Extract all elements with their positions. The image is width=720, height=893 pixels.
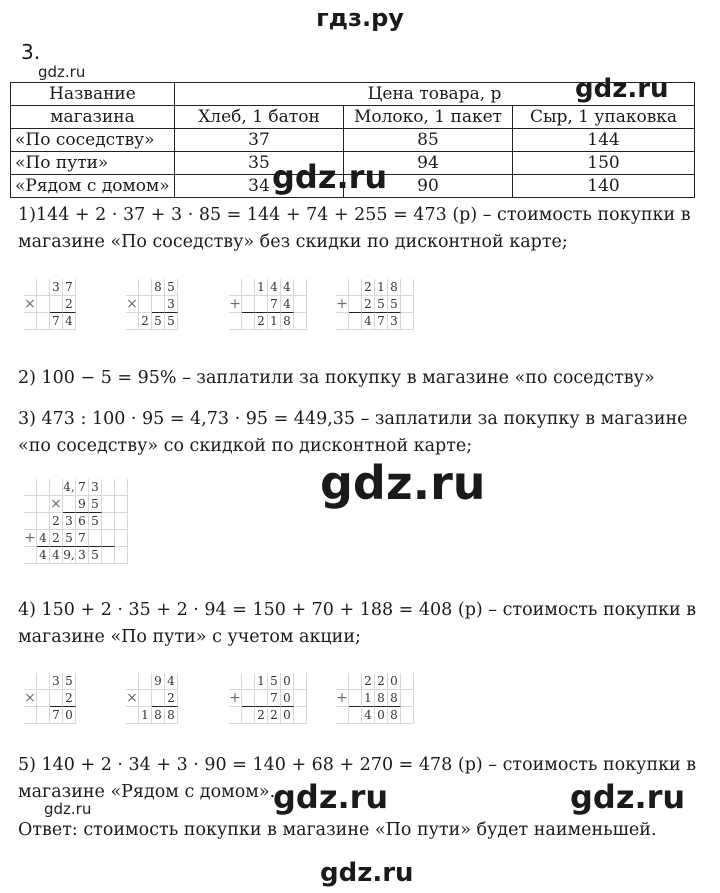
watermark: gdz.ru xyxy=(273,778,389,816)
step2-line1: 2) 100 − 5 = 95% – заплатили за покупку в магазине «по соседству» xyxy=(18,368,655,388)
calc-220+188: 2 2 0 + 1 8 8 4 0 8 xyxy=(336,673,414,724)
price-cell: 85 xyxy=(344,129,513,152)
step1-line2: магазине «По соседству» без скидки по дисконтной карте; xyxy=(18,232,568,252)
calc-85x3: 8 5 × 3 2 5 5 xyxy=(126,279,178,330)
price-cell: 144 xyxy=(513,129,695,152)
watermark: gdz.ru xyxy=(570,778,686,816)
calc-4.73x95: 4, 7 3 × 9 5 2 3 6 5 + 4 2 5 7 4 4 9, 3 5 xyxy=(24,479,128,564)
step3-line1: 3) 473 : 100 · 95 = 4,73 · 95 = 449,35 – заплатили за покупку в магазине xyxy=(18,409,688,429)
watermark-small: gdz.ru xyxy=(44,800,92,818)
watermark: gdz.ru xyxy=(320,456,486,510)
watermark: gdz.ru xyxy=(320,858,414,888)
price-cell: 37 xyxy=(175,129,344,152)
price-header: Цена товара, р xyxy=(175,83,695,106)
calc-150+70: 1 5 0 + 7 0 2 2 0 xyxy=(229,673,307,724)
price-cell: 150 xyxy=(513,152,695,175)
answer-line: Ответ: стоимость покупки в магазине «По пути» будет наименьшей. xyxy=(18,820,657,840)
calc-218+255: 2 1 8 + 2 5 5 4 7 3 xyxy=(336,279,414,330)
name-header: Название xyxy=(11,83,175,106)
step3-line2: «по соседству» со скидкой по дисконтной карте; xyxy=(18,436,473,456)
price-cell: 35 xyxy=(175,152,344,175)
calc-37x2: 3 7 × 2 7 4 xyxy=(24,279,76,330)
calc-35x2: 3 5 × 2 7 0 xyxy=(24,673,76,724)
site-header: гдз.ру xyxy=(316,4,404,32)
step4-line2: магазине «По пути» с учетом акции; xyxy=(18,627,361,647)
step5-line1: 5) 140 + 2 · 34 + 3 · 90 = 140 + 68 + 270 = 478 (р) – стоимость покупки в xyxy=(18,755,697,775)
watermark-small: gdz.ru xyxy=(38,63,86,81)
watermark: gdz.ru xyxy=(575,74,669,104)
store-name: «По пути» xyxy=(11,152,175,175)
name-header-2: магазина xyxy=(11,106,175,129)
price-cell: 34 xyxy=(175,175,344,198)
price-cell: 94 xyxy=(344,152,513,175)
store-name: «По соседству» xyxy=(11,129,175,152)
calc-94x2: 9 4 × 2 1 8 8 xyxy=(126,673,178,724)
step5-line2: магазине «Рядом с домом». xyxy=(18,782,276,802)
calc-144+74: 1 4 4 + 7 4 2 1 8 xyxy=(229,279,307,330)
price-cell: 140 xyxy=(513,175,695,198)
column-header: Сыр, 1 упаковка xyxy=(513,106,695,129)
column-header: Хлеб, 1 батон xyxy=(175,106,344,129)
task-number: 3. xyxy=(21,40,41,64)
price-cell: 90 xyxy=(344,175,513,198)
step4-line1: 4) 150 + 2 · 35 + 2 · 94 = 150 + 70 + 188 = 408 (р) – стоимость покупки в xyxy=(18,600,697,620)
store-name: «Рядом с домом» xyxy=(11,175,175,198)
watermark: gdz.ru xyxy=(272,158,388,196)
table-row xyxy=(11,129,695,152)
step1-line1: 1)144 + 2 · 37 + 3 · 85 = 144 + 74 + 255 = 473 (р) – стоимость покупки в xyxy=(18,205,691,225)
column-header: Молоко, 1 пакет xyxy=(344,106,513,129)
